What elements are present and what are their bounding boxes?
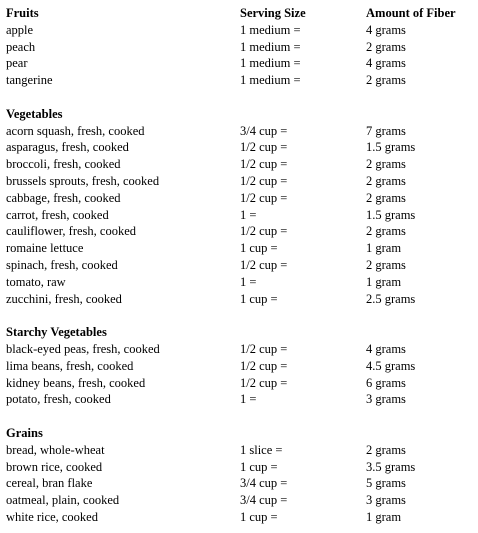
table-row	[6, 291, 476, 308]
table-row	[6, 375, 476, 392]
food-name: tomato, raw	[6, 274, 66, 289]
serving-size: 1/2 cup =	[240, 341, 288, 356]
table-row	[6, 442, 476, 459]
serving-size: 1/2 cup =	[240, 375, 288, 390]
fiber-amount: 1.5 grams	[366, 207, 416, 222]
serving-size: 1 cup =	[240, 459, 278, 474]
fiber-amount: 6 grams	[366, 375, 406, 390]
serving-size: 1 medium =	[240, 22, 301, 37]
serving-size: 1/2 cup =	[240, 140, 288, 155]
table-row	[6, 55, 476, 72]
fiber-amount: 2 grams	[366, 442, 406, 457]
table-row	[6, 190, 476, 207]
food-name: brown rice, cooked	[6, 459, 103, 474]
fiber-amount: 2 grams	[366, 157, 406, 172]
fiber-amount: 1.5 grams	[366, 140, 416, 155]
food-name: black-eyed peas, fresh, cooked	[6, 341, 160, 356]
fiber-amount: 2 grams	[366, 173, 406, 188]
food-name: cauliflower, fresh, cooked	[6, 224, 136, 239]
food-name: peach	[6, 39, 36, 54]
section-title: Starchy Vegetables	[6, 325, 107, 340]
table-row	[6, 173, 476, 190]
table-row	[6, 492, 476, 509]
section-spacer	[6, 307, 476, 324]
food-name: tangerine	[6, 73, 53, 88]
fiber-amount: 1 gram	[366, 241, 402, 256]
fiber-table	[6, 5, 476, 526]
table-row	[6, 156, 476, 173]
fiber-amount: 2 grams	[366, 73, 406, 88]
food-name: cabbage, fresh, cooked	[6, 190, 121, 205]
serving-size: 1/2 cup =	[240, 358, 288, 373]
serving-size: 3/4 cup =	[240, 493, 288, 508]
section-spacer	[6, 408, 476, 425]
fiber-amount: 2 grams	[366, 257, 406, 272]
table-row	[6, 240, 476, 257]
food-name: oatmeal, plain, cooked	[6, 493, 120, 508]
table-row	[6, 459, 476, 476]
food-name: white rice, cooked	[6, 509, 98, 524]
section-title-row	[6, 106, 476, 123]
food-name: asparagus, fresh, cooked	[6, 140, 129, 155]
section-title-row	[6, 425, 476, 442]
serving-size: 3/4 cup =	[240, 476, 288, 491]
fiber-amount: 2 grams	[366, 224, 406, 239]
food-name: acorn squash, fresh, cooked	[6, 123, 145, 138]
serving-size: 1/2 cup =	[240, 257, 288, 272]
table-row	[6, 72, 476, 89]
section-title-row	[6, 324, 476, 341]
section-title: Grains	[6, 425, 43, 440]
fiber-amount: 4 grams	[366, 56, 406, 71]
fiber-amount: 2 grams	[366, 39, 406, 54]
fiber-amount: 1 gram	[366, 509, 402, 524]
food-name: lima beans, fresh, cooked	[6, 358, 134, 373]
food-name: brussels sprouts, fresh, cooked	[6, 173, 160, 188]
food-name: broccoli, fresh, cooked	[6, 157, 121, 172]
table-row	[6, 139, 476, 156]
serving-size: 1 medium =	[240, 56, 301, 71]
fiber-amount: 4 grams	[366, 341, 406, 356]
column-header-serving-size: Serving Size	[240, 6, 306, 20]
fiber-amount: 1 gram	[366, 274, 402, 289]
serving-size: 1 slice =	[240, 442, 283, 457]
fiber-amount: 3 grams	[366, 392, 406, 407]
table-row	[6, 257, 476, 274]
serving-size: 1 cup =	[240, 509, 278, 524]
fiber-amount: 3.5 grams	[366, 459, 416, 474]
table-row	[6, 22, 476, 39]
table-row	[6, 358, 476, 375]
serving-size: 1 cup =	[240, 241, 278, 256]
food-name: zucchini, fresh, cooked	[6, 291, 122, 306]
fiber-amount: 3 grams	[366, 493, 406, 508]
table-row	[6, 207, 476, 224]
food-name: bread, whole-wheat	[6, 442, 105, 457]
serving-size: 1/2 cup =	[240, 190, 288, 205]
table-row	[6, 274, 476, 291]
serving-size: 1 cup =	[240, 291, 278, 306]
serving-size: 3/4 cup =	[240, 123, 288, 138]
column-header-amount-of-fiber: Amount of Fiber	[366, 6, 456, 20]
section-title-fruits: Fruits	[6, 6, 39, 20]
food-name: kidney beans, fresh, cooked	[6, 375, 146, 390]
serving-size: 1 medium =	[240, 73, 301, 88]
table-row	[6, 39, 476, 56]
food-name: cereal, bran flake	[6, 476, 93, 491]
serving-size: 1 =	[240, 392, 257, 407]
serving-size: 1 =	[240, 207, 257, 222]
food-name: potato, fresh, cooked	[6, 392, 111, 407]
fiber-amount: 5 grams	[366, 476, 406, 491]
fiber-amount: 2.5 grams	[366, 291, 416, 306]
table-row	[6, 475, 476, 492]
fiber-amount: 7 grams	[366, 123, 406, 138]
table-body	[6, 22, 476, 526]
table-row	[6, 341, 476, 358]
food-name: pear	[6, 56, 28, 71]
section-title: Vegetables	[6, 106, 63, 121]
food-name: carrot, fresh, cooked	[6, 207, 109, 222]
fiber-amount: 2 grams	[366, 190, 406, 205]
food-name: spinach, fresh, cooked	[6, 257, 118, 272]
table-header-row	[6, 5, 476, 22]
food-name: romaine lettuce	[6, 241, 84, 256]
table-row	[6, 509, 476, 526]
table-row	[6, 123, 476, 140]
table-row	[6, 223, 476, 240]
serving-size: 1/2 cup =	[240, 173, 288, 188]
serving-size: 1 medium =	[240, 39, 301, 54]
serving-size: 1/2 cup =	[240, 224, 288, 239]
fiber-amount: 4.5 grams	[366, 358, 416, 373]
fiber-amount: 4 grams	[366, 22, 406, 37]
section-spacer	[6, 89, 476, 106]
food-name: apple	[6, 22, 34, 37]
table-row	[6, 391, 476, 408]
serving-size: 1 =	[240, 274, 257, 289]
serving-size: 1/2 cup =	[240, 157, 288, 172]
